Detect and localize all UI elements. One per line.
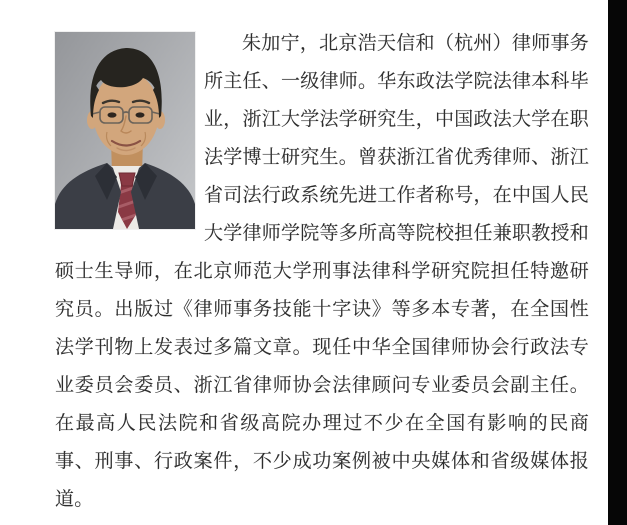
right-edge-black-bar bbox=[608, 0, 627, 525]
bio-paragraph: 朱加宁，北京浩天信和（杭州）律师事务所主任、一级律师。华东政法学院法律本科毕业，浙江大学法学研究生，中国政法大学在职法学博士研究生。曾获浙江省优秀律师、浙江省司法行政系统先进工作者称号，在中国人民大学律师学院等多所高等院校担任兼职教授和硕士生导师，在北京师范大学刑事法律科学研究院担任特邀研究员。出版过《律师事务技能十字诀》等多本专著，在全国性法学刊物上发表过多篇文章。现任中华全国律师协会行政法专业委员会委员、浙江省律师协会法律顾问专业委员会副主任。在最高人民法院和省级高院办理过不少在全国有影响的民商事、刑事、行政案件，不少成功案例被中央媒体和省级媒体报道。 bbox=[55, 33, 589, 510]
tie-knot bbox=[119, 173, 135, 186]
eye-right bbox=[136, 112, 145, 117]
bio-section bbox=[55, 25, 589, 519]
portrait-photo-illustration bbox=[55, 32, 195, 229]
portrait-photo bbox=[55, 32, 195, 229]
eye-left bbox=[108, 112, 117, 117]
